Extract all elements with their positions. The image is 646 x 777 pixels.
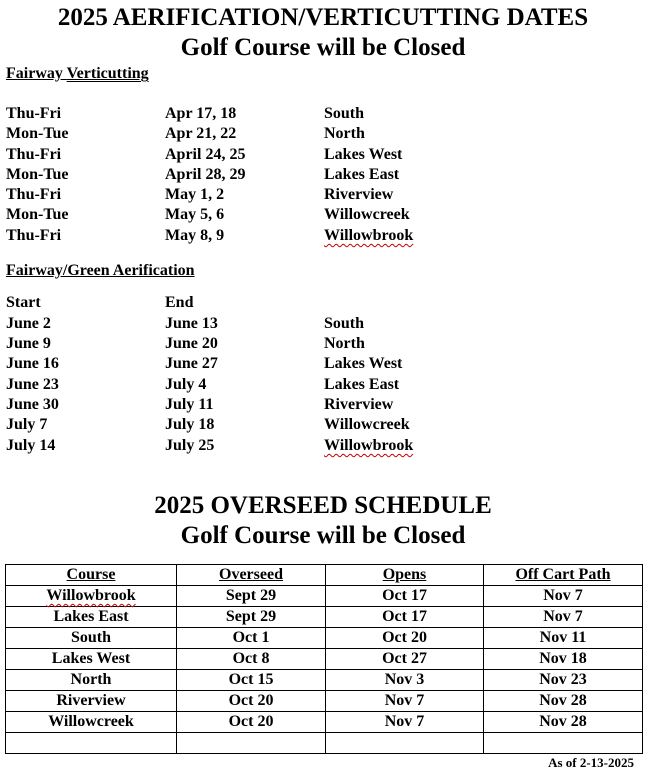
table-row [6, 691, 643, 712]
overseed-table [5, 564, 643, 754]
empty-cell [6, 733, 177, 754]
aerification-course: Riverview [324, 396, 394, 413]
cell-course: Lakes East [6, 607, 177, 628]
cell-overseed: Oct 8 [177, 649, 326, 670]
cell-off-cart-path: Nov 18 [484, 649, 643, 670]
verticutting-course: South [324, 105, 365, 122]
column-header-overseed: Overseed [177, 565, 326, 586]
verticutting-dates: May 5, 6 [165, 206, 225, 223]
cell-off-cart-path: Nov 7 [484, 607, 643, 628]
table-row [6, 586, 643, 607]
aerification-end: June 27 [165, 355, 218, 372]
aerification-course: Willowbrook [324, 437, 414, 454]
aerification-end: June 20 [165, 335, 218, 352]
cell-overseed: Oct 15 [177, 670, 326, 691]
aerification-end: June 13 [165, 315, 218, 332]
aerification-row [0, 436, 646, 456]
column-header-off-cart-path: Off Cart Path [484, 565, 643, 586]
page-subtitle: Golf Course will be Closed [180, 34, 466, 61]
verticutting-course: Lakes East [324, 166, 400, 183]
empty-cell [326, 733, 484, 754]
verticutting-dates: Apr 21, 22 [165, 125, 237, 142]
cell-opens: Oct 17 [326, 586, 484, 607]
verticutting-heading-part2: Verticutting [66, 65, 149, 82]
cell-overseed: Sept 29 [177, 607, 326, 628]
aerification-end: July 18 [165, 416, 215, 433]
column-header-opens: Opens [326, 565, 484, 586]
as-of-date: As of 2-13-2025 [548, 755, 634, 770]
aerification-row [0, 314, 646, 334]
aerification-course: Lakes West [324, 355, 403, 372]
start-column-label: Start [6, 294, 41, 311]
aerification-start: July 7 [6, 416, 48, 433]
verticutting-row [0, 165, 646, 185]
cell-opens: Oct 20 [326, 628, 484, 649]
table-row [6, 628, 643, 649]
aerification-end: July 25 [165, 437, 215, 454]
verticutting-days: Thu-Fri [6, 105, 62, 122]
aerification-start: June 9 [6, 335, 51, 352]
verticutting-row [0, 145, 646, 165]
overseed-subtitle: Golf Course will be Closed [180, 522, 466, 549]
verticutting-row [0, 124, 646, 144]
table-header-row [6, 565, 643, 586]
verticutting-dates: April 24, 25 [165, 146, 246, 163]
verticutting-dates: May 8, 9 [165, 227, 225, 244]
verticutting-days: Thu-Fri [6, 186, 62, 203]
aerification-row [0, 354, 646, 374]
end-column-label: End [165, 294, 194, 311]
table-row [6, 649, 643, 670]
verticutting-row [0, 205, 646, 225]
cell-course: Riverview [6, 691, 177, 712]
aerification-start: June 2 [6, 315, 51, 332]
verticutting-days: Thu-Fri [6, 227, 62, 244]
cell-course: South [6, 628, 177, 649]
verticutting-row [0, 185, 646, 205]
cell-course: Willowbrook [6, 586, 177, 607]
cell-course: North [6, 670, 177, 691]
cell-overseed: Sept 29 [177, 586, 326, 607]
empty-cell [484, 733, 643, 754]
aerification-start: July 14 [6, 437, 56, 454]
cell-overseed: Oct 20 [177, 712, 326, 733]
verticutting-row [0, 226, 646, 246]
table-row [6, 712, 643, 733]
aerification-start: June 16 [6, 355, 59, 372]
aerification-row [0, 334, 646, 354]
overseed-title: 2025 OVERSEED SCHEDULE [154, 492, 492, 519]
aerification-start: June 30 [6, 396, 59, 413]
verticutting-days: Mon-Tue [6, 206, 69, 223]
verticutting-row [0, 104, 646, 124]
verticutting-course: Willowcreek [324, 206, 410, 223]
verticutting-days: Thu-Fri [6, 146, 62, 163]
cell-opens: Oct 17 [326, 607, 484, 628]
verticutting-dates: May 1, 2 [165, 186, 225, 203]
aerification-row [0, 395, 646, 415]
cell-opens: Oct 27 [326, 649, 484, 670]
aerification-header-row [0, 293, 646, 313]
aerification-end: July 11 [165, 396, 214, 413]
verticutting-heading-part1: Fairway [6, 65, 67, 82]
aerification-start: June 23 [6, 376, 59, 393]
aerification-row [0, 415, 646, 435]
cell-off-cart-path: Nov 23 [484, 670, 643, 691]
cell-course: Willowcreek [6, 712, 177, 733]
column-header-course: Course [6, 565, 177, 586]
aerification-course: South [324, 315, 365, 332]
verticutting-heading [6, 65, 149, 83]
aerification-course: Lakes East [324, 376, 400, 393]
cell-course: Lakes West [6, 649, 177, 670]
aerification-heading: Fairway/Green Aerification [6, 262, 195, 279]
verticutting-dates: April 28, 29 [165, 166, 246, 183]
verticutting-days: Mon-Tue [6, 125, 69, 142]
aerification-course: Willowcreek [324, 416, 410, 433]
verticutting-dates: Apr 17, 18 [165, 105, 237, 122]
aerification-course: North [324, 335, 365, 352]
verticutting-course: Riverview [324, 186, 394, 203]
aerification-end: July 4 [165, 376, 207, 393]
empty-cell [177, 733, 326, 754]
verticutting-days: Mon-Tue [6, 166, 69, 183]
verticutting-course: Willowbrook [324, 227, 414, 244]
cell-opens: Nov 7 [326, 691, 484, 712]
table-row [6, 670, 643, 691]
verticutting-course: Lakes West [324, 146, 403, 163]
cell-overseed: Oct 1 [177, 628, 326, 649]
empty-table-row [6, 733, 643, 754]
table-row [6, 607, 643, 628]
page-title: 2025 AERIFICATION/VERTICUTTING DATES [57, 4, 589, 31]
cell-off-cart-path: Nov 7 [484, 586, 643, 607]
cell-opens: Nov 3 [326, 670, 484, 691]
aerification-row [0, 375, 646, 395]
cell-off-cart-path: Nov 28 [484, 712, 643, 733]
cell-overseed: Oct 20 [177, 691, 326, 712]
cell-off-cart-path: Nov 28 [484, 691, 643, 712]
verticutting-course: North [324, 125, 365, 142]
cell-opens: Nov 7 [326, 712, 484, 733]
cell-off-cart-path: Nov 11 [484, 628, 643, 649]
